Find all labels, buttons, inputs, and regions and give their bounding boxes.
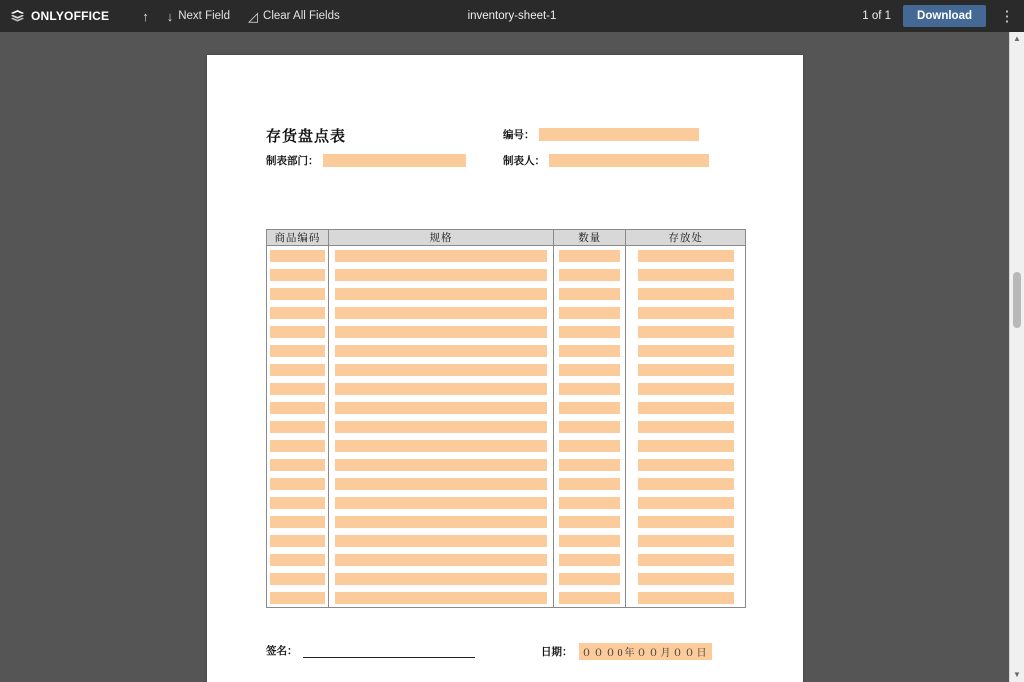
table-row	[267, 322, 746, 341]
table-cell-location	[626, 322, 746, 341]
field-location-15[interactable]	[638, 516, 734, 528]
table-cell-location	[626, 417, 746, 436]
field-spec-3[interactable]	[335, 288, 547, 300]
table-row	[267, 569, 746, 588]
field-spec-16[interactable]	[335, 535, 547, 547]
brand-label: ONLYOFFICE	[31, 9, 110, 23]
table-row	[267, 265, 746, 284]
date-label: 日期：	[541, 647, 573, 658]
table-row	[267, 531, 746, 550]
table-row	[267, 398, 746, 417]
table-cell-location	[626, 531, 746, 550]
field-quantity-14[interactable]	[559, 497, 620, 509]
table-cell-location	[626, 569, 746, 588]
document-title: inventory-sheet-1	[467, 10, 557, 22]
field-code-17[interactable]	[270, 554, 325, 566]
form-footer	[266, 643, 746, 663]
table-row	[267, 360, 746, 379]
field-location-12[interactable]	[638, 459, 734, 471]
signature-row	[266, 643, 475, 658]
inventory-table	[266, 229, 746, 608]
table-cell-quantity	[554, 588, 626, 608]
field-spec-14[interactable]	[335, 497, 547, 509]
table-cell-spec	[328, 550, 553, 569]
table-cell-location	[626, 398, 746, 417]
field-quantity-13[interactable]	[559, 478, 620, 490]
form-header	[266, 125, 746, 183]
table-cell-code	[267, 246, 329, 266]
table-cell-spec	[328, 436, 553, 455]
table-cell-code	[267, 436, 329, 455]
table-cell-spec	[328, 569, 553, 588]
field-spec-13[interactable]	[335, 478, 547, 490]
field-quantity-5[interactable]	[559, 326, 620, 338]
table-cell-quantity	[554, 360, 626, 379]
field-location-11[interactable]	[638, 440, 734, 452]
table-cell-quantity	[554, 341, 626, 360]
table-cell-location	[626, 265, 746, 284]
table-cell-location	[626, 588, 746, 608]
dept-label: 制表部门：	[266, 156, 319, 167]
field-spec-9[interactable]	[335, 402, 547, 414]
table-cell-spec	[328, 474, 553, 493]
field-code-10[interactable]	[270, 421, 325, 433]
field-location-1[interactable]	[638, 250, 734, 262]
field-code-19[interactable]	[270, 592, 325, 604]
table-cell-quantity	[554, 379, 626, 398]
inventory-form	[266, 125, 746, 659]
field-quantity-7[interactable]	[559, 364, 620, 376]
table-cell-quantity	[554, 569, 626, 588]
column-header-spec: 规格	[328, 230, 553, 246]
field-location-14[interactable]	[638, 497, 734, 509]
field-spec-8[interactable]	[335, 383, 547, 395]
field-quantity-8[interactable]	[559, 383, 620, 395]
table-cell-code	[267, 588, 329, 608]
field-spec-11[interactable]	[335, 440, 547, 452]
table-cell-location	[626, 341, 746, 360]
field-quantity-15[interactable]	[559, 516, 620, 528]
caret-up-icon[interactable]: ▲	[1013, 34, 1021, 43]
table-row	[267, 246, 746, 266]
table-cell-quantity	[554, 512, 626, 531]
table-cell-quantity	[554, 284, 626, 303]
table-row	[267, 436, 746, 455]
onlyoffice-logo-icon	[10, 9, 25, 24]
document-viewer[interactable]	[0, 32, 1024, 682]
column-header-code: 商品编码	[267, 230, 329, 246]
table-cell-location	[626, 474, 746, 493]
table-cell-spec	[328, 493, 553, 512]
field-code-1[interactable]	[270, 250, 325, 262]
table-cell-code	[267, 398, 329, 417]
table-row	[267, 303, 746, 322]
table-row	[267, 550, 746, 569]
table-row	[267, 455, 746, 474]
field-code-12[interactable]	[270, 459, 325, 471]
field-spec-18[interactable]	[335, 573, 547, 585]
table-cell-spec	[328, 588, 553, 608]
table-cell-code	[267, 265, 329, 284]
download-button[interactable]: Download	[903, 5, 986, 27]
field-code-13[interactable]	[270, 478, 325, 490]
table-cell-location	[626, 303, 746, 322]
table-cell-spec	[328, 379, 553, 398]
field-location-16[interactable]	[638, 535, 734, 547]
field-spec-1[interactable]	[335, 250, 547, 262]
table-cell-code	[267, 531, 329, 550]
document-page	[207, 55, 803, 682]
table-cell-quantity	[554, 493, 626, 512]
field-spec-12[interactable]	[335, 459, 547, 471]
table-cell-code	[267, 341, 329, 360]
vertical-scrollbar[interactable]	[1009, 32, 1024, 682]
form-title: 存货盘点表	[266, 129, 347, 145]
page-indicator: 1 of 1	[862, 10, 892, 22]
field-quantity-10[interactable]	[559, 421, 620, 433]
kebab-menu-icon[interactable]: ⋮	[999, 7, 1015, 25]
column-header-location: 存放处	[626, 230, 746, 246]
field-quantity-9[interactable]	[559, 402, 620, 414]
table-cell-location	[626, 246, 746, 266]
dept-row	[266, 153, 466, 168]
field-quantity-11[interactable]	[559, 440, 620, 452]
maker-input[interactable]	[549, 154, 709, 167]
arrow-down-icon: ↓	[166, 8, 174, 24]
table-cell-spec	[328, 246, 553, 266]
field-spec-19[interactable]	[335, 592, 547, 604]
table-cell-location	[626, 550, 746, 569]
table-cell-quantity	[554, 303, 626, 322]
table-cell-location	[626, 493, 746, 512]
table-cell-code	[267, 379, 329, 398]
field-spec-5[interactable]	[335, 326, 547, 338]
table-cell-quantity	[554, 417, 626, 436]
field-code-5[interactable]	[270, 326, 325, 338]
arrow-up-icon: ↑	[142, 8, 149, 24]
column-header-quantity: 数量	[554, 230, 626, 246]
field-quantity-4[interactable]	[559, 307, 620, 319]
field-code-14[interactable]	[270, 497, 325, 509]
table-cell-quantity	[554, 531, 626, 550]
field-code-4[interactable]	[270, 307, 325, 319]
number-row	[503, 127, 699, 142]
field-location-7[interactable]	[638, 364, 734, 376]
toolbar-right-group	[862, 0, 1024, 32]
field-spec-2[interactable]	[335, 269, 547, 281]
field-location-13[interactable]	[638, 478, 734, 490]
table-cell-code	[267, 455, 329, 474]
table-cell-code	[267, 550, 329, 569]
top-toolbar	[0, 0, 1024, 32]
table-cell-spec	[328, 265, 553, 284]
maker-label: 制表人：	[503, 156, 545, 167]
field-quantity-1[interactable]	[559, 250, 620, 262]
field-code-9[interactable]	[270, 402, 325, 414]
field-spec-7[interactable]	[335, 364, 547, 376]
field-spec-15[interactable]	[335, 516, 547, 528]
field-code-15[interactable]	[270, 516, 325, 528]
field-code-18[interactable]	[270, 573, 325, 585]
field-code-7[interactable]	[270, 364, 325, 376]
table-cell-spec	[328, 303, 553, 322]
table-row	[267, 512, 746, 531]
field-spec-6[interactable]	[335, 345, 547, 357]
field-quantity-18[interactable]	[559, 573, 620, 585]
field-code-16[interactable]	[270, 535, 325, 547]
eraser-icon: ◿	[248, 8, 259, 24]
table-cell-location	[626, 284, 746, 303]
table-header-row	[267, 230, 746, 246]
table-cell-code	[267, 360, 329, 379]
table-cell-spec	[328, 417, 553, 436]
table-cell-location	[626, 360, 746, 379]
onlyoffice-brand	[0, 9, 119, 24]
next-field-label: Next Field	[178, 10, 231, 22]
table-cell-code	[267, 493, 329, 512]
signature-label: 签名：	[266, 646, 298, 657]
table-cell-spec	[328, 455, 553, 474]
table-cell-quantity	[554, 265, 626, 284]
table-cell-code	[267, 284, 329, 303]
table-cell-code	[267, 569, 329, 588]
table-cell-code	[267, 474, 329, 493]
table-cell-quantity	[554, 550, 626, 569]
table-cell-spec	[328, 398, 553, 417]
table-cell-spec	[328, 531, 553, 550]
table-cell-spec	[328, 512, 553, 531]
table-cell-location	[626, 379, 746, 398]
table-row	[267, 284, 746, 303]
previous-field-button[interactable]	[133, 0, 158, 32]
table-row	[267, 493, 746, 512]
field-location-18[interactable]	[638, 573, 734, 585]
table-cell-code	[267, 322, 329, 341]
field-code-8[interactable]	[270, 383, 325, 395]
field-spec-17[interactable]	[335, 554, 547, 566]
maker-row	[503, 153, 709, 168]
table-row	[267, 417, 746, 436]
table-cell-quantity	[554, 474, 626, 493]
field-quantity-12[interactable]	[559, 459, 620, 471]
date-input[interactable]: ０００0年００月００日	[579, 643, 712, 660]
table-cell-quantity	[554, 455, 626, 474]
table-cell-code	[267, 512, 329, 531]
field-location-6[interactable]	[638, 345, 734, 357]
field-location-17[interactable]	[638, 554, 734, 566]
table-row	[267, 474, 746, 493]
field-code-3[interactable]	[270, 288, 325, 300]
table-body	[267, 246, 746, 608]
field-quantity-19[interactable]	[559, 592, 620, 604]
signature-input[interactable]	[303, 645, 475, 658]
field-location-9[interactable]	[638, 402, 734, 414]
field-quantity-6[interactable]	[559, 345, 620, 357]
table-cell-spec	[328, 360, 553, 379]
field-location-8[interactable]	[638, 383, 734, 395]
field-location-10[interactable]	[638, 421, 734, 433]
field-quantity-2[interactable]	[559, 269, 620, 281]
number-input[interactable]	[539, 128, 699, 141]
field-code-2[interactable]	[270, 269, 325, 281]
table-cell-quantity	[554, 246, 626, 266]
table-cell-location	[626, 512, 746, 531]
field-location-19[interactable]	[638, 592, 734, 604]
table-cell-spec	[328, 322, 553, 341]
number-label: 编号：	[503, 130, 535, 141]
field-quantity-17[interactable]	[559, 554, 620, 566]
clear-all-fields-button[interactable]	[239, 0, 349, 32]
field-code-6[interactable]	[270, 345, 325, 357]
table-cell-code	[267, 303, 329, 322]
table-row	[267, 588, 746, 608]
table-cell-quantity	[554, 398, 626, 417]
table-row	[267, 379, 746, 398]
date-row	[541, 643, 712, 660]
field-quantity-3[interactable]	[559, 288, 620, 300]
table-cell-code	[267, 417, 329, 436]
caret-down-icon[interactable]: ▼	[1013, 670, 1021, 679]
table-cell-quantity	[554, 322, 626, 341]
table-cell-spec	[328, 341, 553, 360]
field-location-3[interactable]	[638, 288, 734, 300]
field-spec-10[interactable]	[335, 421, 547, 433]
field-code-11[interactable]	[270, 440, 325, 452]
field-location-4[interactable]	[638, 307, 734, 319]
table-row	[267, 341, 746, 360]
field-spec-4[interactable]	[335, 307, 547, 319]
table-cell-quantity	[554, 436, 626, 455]
table-cell-spec	[328, 284, 553, 303]
field-quantity-16[interactable]	[559, 535, 620, 547]
clear-all-fields-label: Clear All Fields	[263, 10, 340, 22]
table-cell-location	[626, 455, 746, 474]
field-location-2[interactable]	[638, 269, 734, 281]
scrollbar-thumb[interactable]	[1013, 272, 1021, 328]
next-field-button[interactable]	[158, 0, 239, 32]
dept-input[interactable]	[323, 154, 466, 167]
field-location-5[interactable]	[638, 326, 734, 338]
table-cell-location	[626, 436, 746, 455]
